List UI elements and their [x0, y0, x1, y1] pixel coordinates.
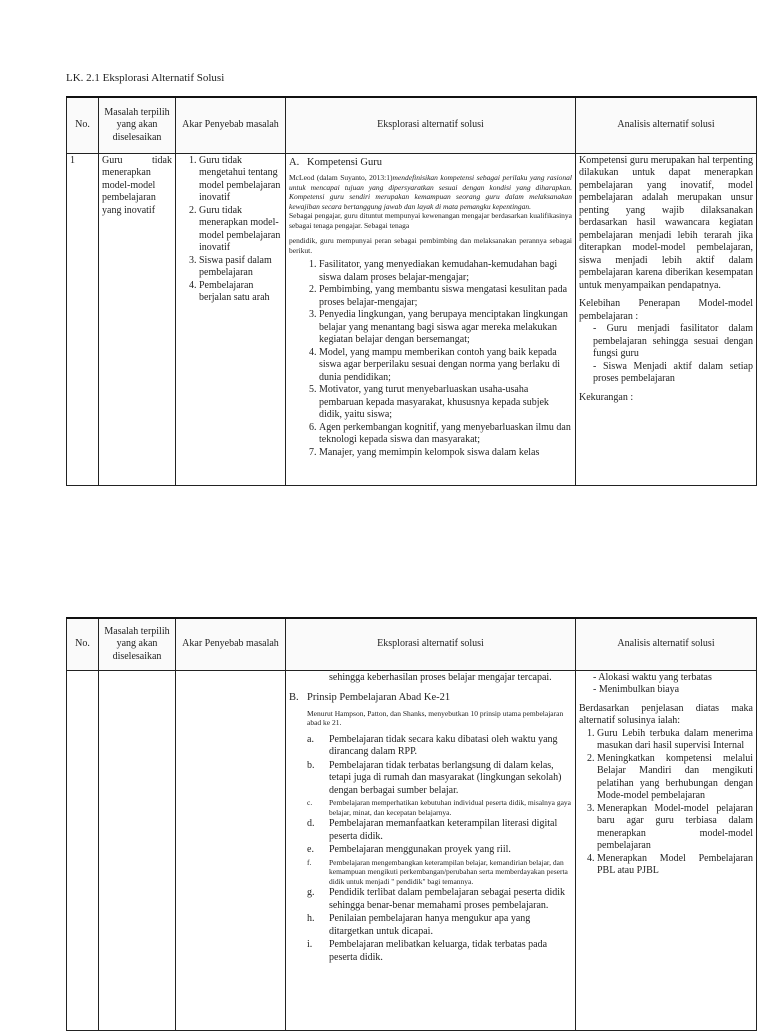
prinsip-text: Pembelajaran melibatkan keluarga, tidak terbatas pada peserta didik.	[329, 939, 548, 963]
header-masalah: Masalah terpilih yang akan diselesaikan	[99, 618, 176, 670]
prinsip-text: Pembelajaran tidak terbatas berlangsung di dalam kelas, tetapi juga di rumah dan masyarakat (lingkungan sekolah) dengan berbagai sumber belajar.	[329, 759, 562, 796]
prinsip-marker: b.	[307, 759, 315, 771]
prinsip-marker: h.	[307, 913, 315, 924]
analisis-cell	[576, 153, 757, 485]
mcleod-paragraph	[289, 173, 572, 211]
section-b-heading	[289, 692, 572, 705]
akar-item: 2. Guru tidak menerapkan model-model pembelajaran inovatif	[199, 205, 282, 255]
prinsip-text: Pembelajaran menggunakan proyek yang riil.	[329, 844, 511, 855]
prinsip-marker: a.	[307, 733, 314, 745]
prinsip-item	[289, 887, 572, 912]
continuation-text: sehingga keberhasilan proses belajar mengajar tercapai.	[329, 671, 552, 683]
akar-cell	[176, 153, 286, 485]
prinsip-text: Pembelajaran memanfaatkan keterampilan literasi digital peserta didik.	[329, 818, 558, 842]
section-a-label: A.	[289, 156, 300, 168]
eksplorasi-cell-cont	[286, 670, 576, 1030]
prinsip-text: Pembelajaran mengembangkan keterampilan belajar, kemandirian belajar, dan kemampuan mengikuti perkembangan/perubahan serta memberdayakan peserta didik untuk menjadi " pendidik" bagi temannya.	[329, 857, 568, 886]
akar-item: 3. Siswa pasif dalam pembelajaran	[199, 255, 282, 280]
masalah-cell-empty	[99, 670, 176, 1030]
peran-guru-list	[289, 259, 572, 459]
solution-table-page-2	[66, 617, 757, 1031]
header-no: No.	[67, 618, 99, 670]
analisis-cell-cont	[576, 670, 757, 1030]
solusi-item: 1. Guru Lebih terbuka dalam menerima masukan dari hasil supervisi Internal	[597, 728, 753, 753]
header-akar: Akar Penyebab masalah	[176, 97, 286, 153]
peran-item: 7. Manajer, yang memimpin kelompok siswa dalam kelas	[319, 447, 572, 460]
prinsip-marker: e.	[307, 844, 314, 855]
prinsip-item	[289, 913, 572, 938]
solusi-item: 2. Meningkatkan kompetensi melalui Belajar Mandiri dan mengikuti pelatihan yang berhubungan dengan Mode-model pembelajaran	[597, 753, 753, 803]
akar-cell-empty	[176, 670, 286, 1030]
kekurangan-item: - Alokasi waktu yang terbatas	[593, 671, 712, 683]
page-title: LK. 2.1 Eksplorasi Alternatif Solusi	[66, 72, 225, 84]
pendidik-paragraph: pendidik, guru mempunyai peran sebagai pembimbing dan melaksanakan perannya sebagai berikut.	[289, 236, 572, 255]
section-a-title: Kompetensi Guru	[307, 156, 382, 168]
kekurangan-item: - Menimbulkan biaya	[593, 684, 680, 695]
prinsip-item	[289, 760, 572, 798]
peran-item: 3. Penyedia lingkungan, yang berupaya menciptakan lingkungan belajar yang menantang bagi siswa agar mereka melakukan kegiatan belajar dengan bersemangat;	[319, 309, 572, 347]
header-analisis: Analisis alternatif solusi	[576, 618, 757, 670]
header-akar: Akar Penyebab masalah	[176, 618, 286, 670]
prinsip-item	[289, 798, 572, 817]
peran-item: 5. Motivator, yang turut menyebarluaskan usaha-usaha pembaruan kepada masyarakat, khususnya kepada subjek didik, yaitu siswa;	[319, 384, 572, 422]
prinsip-text: Pembelajaran memperhatikan kebutuhan individual peserta didik, misalnya gaya belajar, minat, dan kecepatan belajarnya.	[329, 798, 572, 817]
peran-item: 4. Model, yang mampu memberikan contoh yang baik kepada siswa agar berperilaku sesuai dengan norma yang berlaku di dunia pendidikan;	[319, 347, 572, 385]
header-masalah: Masalah terpilih yang akan diselesaikan	[99, 97, 176, 153]
section-b-label: B.	[289, 692, 299, 703]
solution-table-page-1	[66, 96, 757, 486]
prinsip-marker: d.	[307, 818, 315, 829]
peran-item: 2. Pembimbing, yang membantu siswa mengatasi kesulitan pada proses belajar-mengajar;	[319, 284, 572, 309]
prinsip-item	[289, 858, 572, 887]
prinsip-item	[289, 734, 572, 759]
section-a-heading	[289, 157, 572, 170]
prinsip-list	[289, 734, 572, 965]
akar-item: 1. Guru tidak mengetahui tentang model pembelajaran inovatif	[199, 155, 282, 205]
peran-item: 1. Fasilitator, yang menyediakan kemudahan-kemudahan bagi siswa dalam proses belajar-mengajar;	[319, 259, 572, 284]
row-number: 1	[67, 153, 99, 485]
kelebihan-item: - Siswa Menjadi aktif dalam setiap proses pembelajaran	[593, 360, 753, 384]
row-number-empty	[67, 670, 99, 1030]
kesimpulan-paragraph: Berdasarkan penjelasan diatas maka alternatif solusinya ialah:	[579, 702, 753, 726]
prinsip-text: Pendidik terlibat dalam pembelajaran sebagai peserta didik sehingga benar-benar memahami proses pembelajaran.	[329, 887, 566, 911]
prinsip-text: Penilaian pembelajaran hanya mengukur apa yang ditargetkan untuk dicapai.	[329, 913, 531, 937]
peran-item: 6. Agen perkembangan kognitif, yang menyebarluaskan ilmu dan teknologi kepada siswa dan masyarakat;	[319, 422, 572, 447]
prinsip-item	[289, 939, 572, 964]
prinsip-text: Pembelajaran tidak secara kaku dibatasi oleh waktu yang dirancang dalam RPP.	[329, 733, 558, 757]
section-b-title: Prinsip Pembelajaran Abad Ke-21	[307, 692, 451, 703]
kekurangan-heading: Kekurangan :	[579, 391, 634, 403]
header-no: No.	[67, 97, 99, 153]
akar-item: 4. Pembelajaran berjalan satu arah	[199, 280, 282, 305]
hampson-intro: Menurut Hampson, Patton, dan Shanks, menyebutkan 10 prinsip utama pembelajaran abad ke 21.	[307, 708, 564, 727]
eksplorasi-cell	[286, 153, 576, 485]
kelebihan-item: - Guru menjadi fasilitator dalam pembelajaran sehingga sesuai dengan fungsi guru	[593, 323, 753, 359]
header-eksplorasi: Eksplorasi alternatif solusi	[286, 618, 576, 670]
solusi-item: 3. Menerapkan Model-model pelajaran baru agar guru terbiasa dalam menerapkan model-model pembelajaran	[597, 803, 753, 853]
prinsip-item	[289, 844, 572, 857]
analisis-paragraph: Kompetensi guru merupakan hal terpenting dilakukan untuk dapat menerapkan pembelajaran yang inovatif, model pembelajaran adalah merupakan unsur penting yang wajib dilaksanakan berdasarkan hasil wawancara kegiatan pembelajaran menjadi lebih terarah jika diterapkan model-model pembelajaran, siswa menjadi lebih aktif dalam pembelajaran karena diberikan kesempatan untuk menyampaikan pendapatnya.	[579, 154, 753, 291]
header-eksplorasi: Eksplorasi alternatif solusi	[286, 97, 576, 153]
prinsip-marker: c.	[307, 798, 313, 807]
prinsip-marker: g.	[307, 887, 315, 898]
mcleod-citation: McLeod (dalam Suyanto, 2013:1)	[289, 173, 393, 182]
prinsip-marker: f.	[307, 857, 312, 867]
mcleod-definition: mendefinisikan kompetensi sebagai perilaku yang rasional untuk mencapai tujuan yang dipersyaratkan sesuai dengan kondisi yang diharapkan. Kompetensi guru sendiri merupakan kemampuan seorang guru dalam melaksanakan kewajiban secara bertanggung jawab dan layak di mata pemangku kepentingan.	[289, 173, 572, 211]
kelebihan-heading: Kelebihan Penerapan Model-model pembelajaran :	[579, 298, 753, 322]
header-analisis: Analisis alternatif solusi	[576, 97, 757, 153]
prinsip-item	[289, 818, 572, 843]
prinsip-marker: i.	[307, 939, 313, 950]
masalah-cell: Guru tidak menerapkan model-model pembelajaran yang inovatif	[99, 153, 176, 485]
pengajar-paragraph: Sebagai pengajar, guru dituntut mempunyai kewenangan mengajar berdasarkan kualifikasinya sebagai tenaga pengajar. Sebagai tenaga	[289, 211, 572, 230]
solusi-item: 4. Menerapkan Model Pembelajaran PBL atau PJBL	[597, 853, 753, 878]
